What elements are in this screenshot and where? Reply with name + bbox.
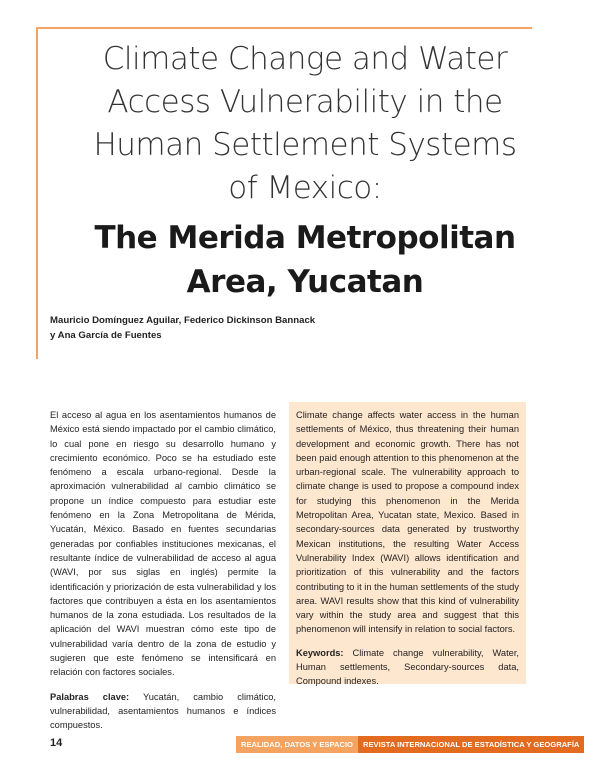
title-line-1: Climate Change and Water (102, 41, 508, 77)
page-number: 14 (50, 737, 63, 749)
article-subtitle (40, 216, 570, 304)
top-accent-rule (36, 27, 532, 29)
english-abstract-text: Climate change affects water access in the human settlements of México, thus threatening their human development and economic growth. There has not been paid enough attention to this phenomenon at the urban-regional scale. The vulnerability approach to climate change is used to propose a compound index for studying this phenomenon in the Merida Metropolitan Area, Yucatan state, Mexico. Based in secondary-sources data generated by trustworthy Mexican institutions, the resulting Water Access Vulnerability Index (WAVI) allows identification and prioritization of this vulnerability and the factors contributing to it in the human settlements of the study area. WAVI results show that this kind of vulnerability vary within the study area and suggest that this phenomenon will intensify in relation to social factors. (296, 410, 519, 635)
article-title (40, 38, 570, 210)
spanish-keywords-label: Palabras clave: (50, 691, 130, 702)
spanish-keywords-value: Yucatán, cambio climático, vulnerabilidad, asentamientos humanos e índices compuestos. (50, 691, 276, 731)
spanish-keywords (50, 690, 276, 733)
author-list (50, 313, 350, 343)
english-keywords-value: Climate change vulnerability, Water, Human settlements, Secondary-sources data, Compound indexes. (296, 647, 520, 687)
spanish-abstract (50, 408, 276, 743)
title-line-2: Access Vulnerability in the (107, 84, 503, 120)
journal-subtitle-segment: REVISTA INTERNACIONAL DE ESTADÍSTICA Y GEOGRAFÍA (358, 736, 584, 753)
journal-footer-band (236, 736, 580, 753)
english-abstract-box (289, 402, 526, 687)
english-keywords-label: Keywords: (296, 647, 344, 658)
spanish-abstract-text: El acceso al agua en los asentamientos humanos de México está siendo impactado por el cambio climático, lo cual pone en riesgo su desarrollo humano y crecimiento económico. Poco se ha estudiado este fenómeno a escala urbano-regional. Desde la aproximación vulnerabilidad al cambio climático se propone un índice compuesto para estudiar este fenómeno en la Zona Metropolitana de Mérida, Yucatán, México. Basado en fuentes secundarias generadas por confiables instituciones mexicanas, el resultante índice de vulnerabilidad de acceso al agua (WAVI, por sus siglas en inglés) permite la identificación y priorización de esta vulnerabilidad y los factores que contribuyen a ésta en los asentamientos humanos de la zona estudiada. Los resultados de la aplicación del WAVI muestran cómo este tipo de vulnerabilidad varía dentro de la zona de estudio y sugieren que este fenómeno se intensificará en relación con factores sociales. (50, 410, 276, 678)
title-line-3: Human Settlement Systems (93, 127, 517, 163)
title-line-4: of Mexico: (228, 170, 382, 206)
subtitle-line-2: Area, Yucatan (186, 264, 424, 300)
left-accent-rule (36, 27, 38, 359)
authors-line-2: y Ana García de Fuentes (50, 330, 162, 341)
authors-line-1: Mauricio Domínguez Aguilar, Federico Dickinson Bannack (50, 315, 316, 326)
journal-name-segment: REALIDAD, DATOS Y ESPACIO (236, 736, 358, 753)
subtitle-line-1: The Merida Metropolitan (94, 220, 516, 256)
english-keywords (296, 646, 519, 689)
